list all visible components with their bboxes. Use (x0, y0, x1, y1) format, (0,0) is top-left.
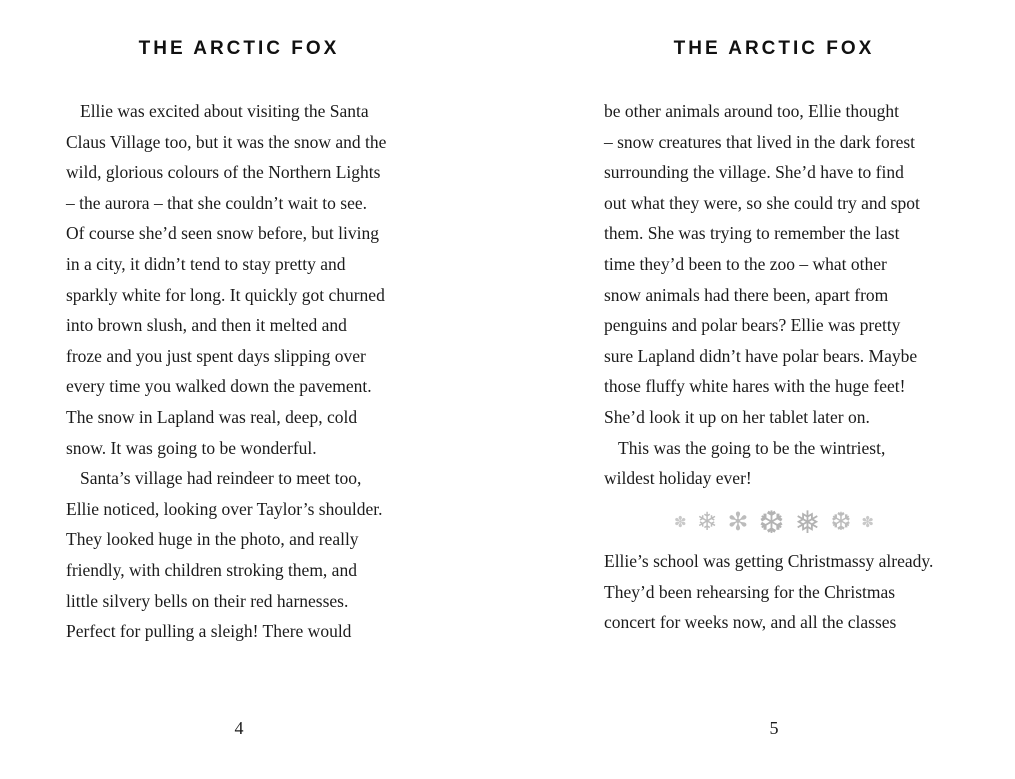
snowflake-icon: ✽ (861, 515, 874, 532)
text-line: surrounding the village. She’d have to find (604, 162, 904, 183)
text-line: The snow in Lapland was real, deep, cold (66, 406, 358, 427)
text-line: Of course she’d seen snow before, but living (66, 223, 379, 244)
snowflake-icon: ❆ (758, 505, 785, 541)
text-line: concert for weeks now, and all the classes (604, 612, 897, 633)
text-line: sure Lapland didn’t have polar bears. Maybe (604, 345, 918, 366)
text-line: little silvery bells on their red harnesses. (66, 590, 349, 611)
text-line: friendly, with children stroking them, and (66, 559, 357, 580)
snowflake-divider (604, 506, 944, 540)
text-line: This was the going to be the wintriest, (618, 437, 886, 458)
text-line: They’d been rehearsing for the Christmas (604, 581, 896, 602)
text-line: wildest holiday ever! (604, 468, 752, 489)
page-number-right: 5 (769, 718, 779, 738)
text-line: time they’d been to the zoo – what other (604, 253, 887, 274)
text-line: snow. It was going to be wonderful. (66, 437, 317, 458)
text-line: Santa’s village had reindeer to meet too, (80, 468, 362, 489)
text-line: every time you walked down the pavement. (66, 376, 372, 397)
text-line: – the aurora – that she couldn’t wait to see. (66, 192, 367, 213)
text-line: out what they were, so she could try and spot (604, 192, 920, 213)
text-line: sparkly white for long. It quickly got churned (66, 284, 385, 305)
text-line: those fluffy white hares with the huge feet! (604, 376, 906, 397)
text-line: in a city, it didn’t tend to stay pretty and (66, 253, 346, 274)
page-left (66, 30, 412, 647)
page-body-left (66, 96, 412, 647)
page-header-right: THE ARCTIC FOX (673, 38, 875, 59)
text-line: – snow creatures that lived in the dark forest (604, 131, 916, 152)
page-body-right-bottom (604, 546, 944, 638)
page-body-right-top (604, 96, 944, 494)
snowflake-icon: ✻ (727, 509, 749, 537)
text-line: Ellie noticed, looking over Taylor’s shoulder. (66, 498, 383, 519)
text-line: She’d look it up on her tablet later on. (604, 406, 870, 427)
text-line: them. She was trying to remember the last (604, 223, 900, 244)
text-line: penguins and polar bears? Ellie was pretty (604, 315, 901, 336)
text-line: froze and you just spent days slipping over (66, 345, 366, 366)
text-line: They looked huge in the photo, and really (66, 529, 359, 550)
page-right (604, 30, 944, 638)
text-line: be other animals around too, Ellie thought (604, 101, 900, 121)
text-line: wild, glorious colours of the Northern Lights (66, 162, 381, 183)
text-line: Perfect for pulling a sleigh! There would (66, 621, 352, 642)
page-number-left: 4 (234, 718, 244, 738)
text-line: Ellie was excited about visiting the Santa (80, 101, 369, 121)
page-header-left: THE ARCTIC FOX (138, 38, 340, 59)
snowflake-icon: ✽ (674, 515, 687, 532)
text-line: snow animals had there been, apart from (604, 284, 889, 305)
snowflake-icon: ❆ (830, 509, 852, 537)
text-line: into brown slush, and then it melted and (66, 315, 347, 336)
text-line: Claus Village too, but it was the snow and the (66, 131, 387, 152)
snowflake-icon: ❅ (794, 505, 821, 541)
snowflake-icon: ❄ (696, 509, 718, 537)
text-line: Ellie’s school was getting Christmassy already. (604, 551, 934, 572)
